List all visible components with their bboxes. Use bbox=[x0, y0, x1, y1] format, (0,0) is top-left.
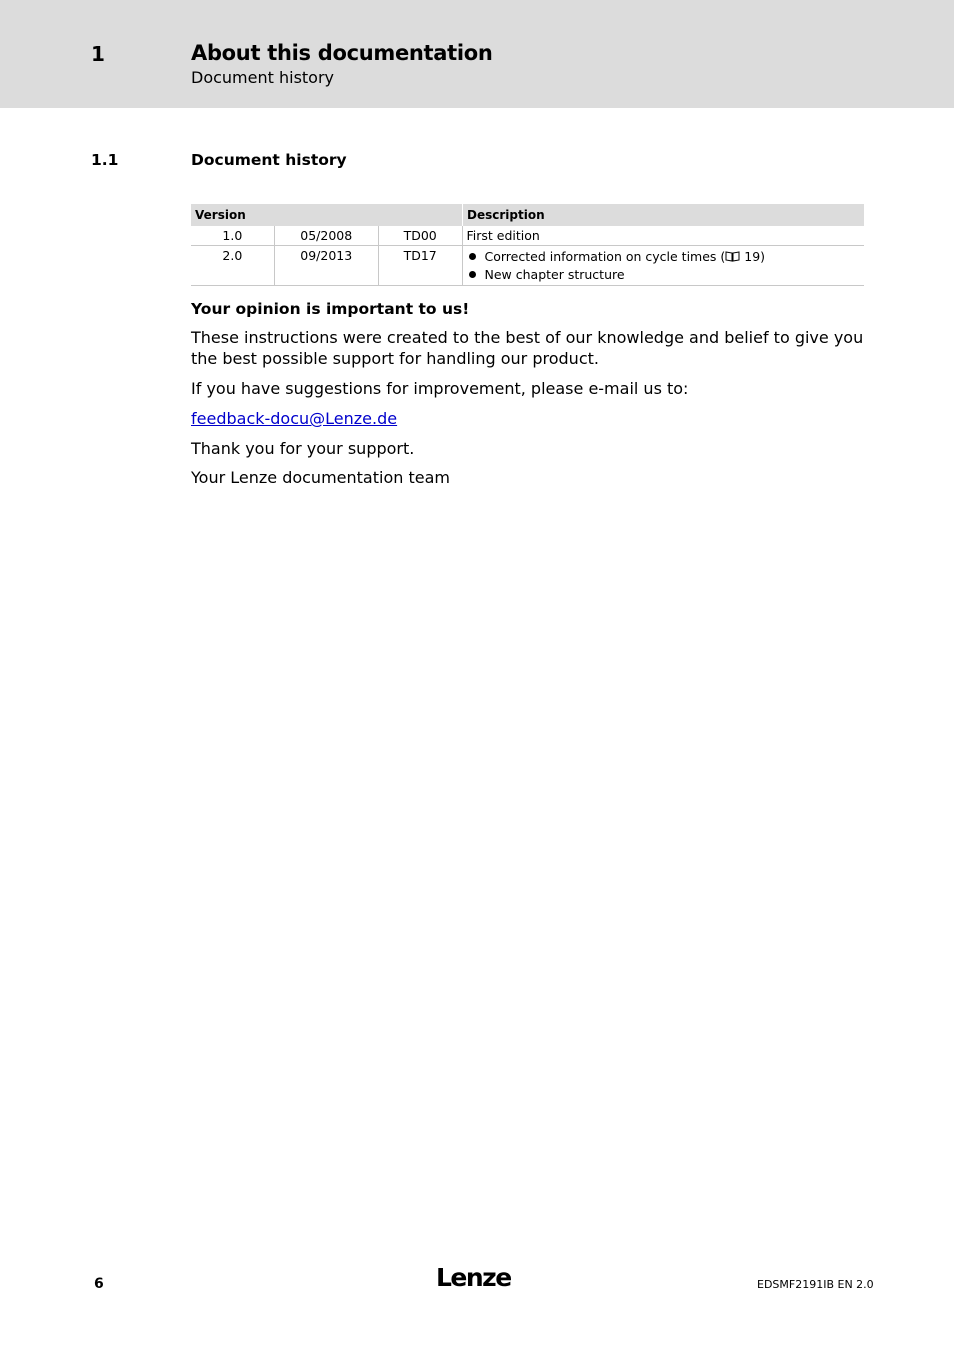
page-number: 6 bbox=[94, 1276, 104, 1292]
description-header: Description bbox=[463, 204, 864, 226]
feedback-heading: Your opinion is important to us! bbox=[191, 300, 470, 318]
bullet-icon bbox=[469, 253, 476, 260]
section-title: Document history bbox=[191, 151, 347, 169]
book-icon bbox=[725, 249, 740, 266]
document-code: EDSMF2191IB EN 2.0 bbox=[757, 1278, 874, 1291]
code-cell: TD17 bbox=[378, 246, 462, 286]
signature-text: Your Lenze documentation team bbox=[191, 468, 450, 487]
table-header-row bbox=[191, 204, 864, 226]
chapter-subtitle: Document history bbox=[191, 68, 335, 87]
lenze-logo: Lenze bbox=[436, 1263, 511, 1292]
change-text: Corrected information on cycle times ( bbox=[484, 249, 726, 264]
change-list bbox=[467, 248, 861, 283]
chapter-number: 1 bbox=[91, 42, 105, 66]
table-row bbox=[191, 226, 864, 246]
document-history-table bbox=[191, 204, 864, 286]
bullet-icon bbox=[469, 271, 476, 278]
version-header: Version bbox=[191, 204, 462, 226]
table-row bbox=[191, 246, 864, 286]
code-cell: TD00 bbox=[378, 226, 462, 246]
version-cell: 1.0 bbox=[191, 226, 274, 246]
version-cell: 2.0 bbox=[191, 246, 274, 286]
description-cell: First edition bbox=[462, 226, 864, 246]
description-cell bbox=[462, 246, 864, 286]
page-ref[interactable]: 19) bbox=[744, 249, 766, 264]
list-item bbox=[467, 248, 861, 266]
email-line bbox=[191, 408, 864, 429]
section-number: 1.1 bbox=[91, 151, 119, 169]
thanks-text: Thank you for your support. bbox=[191, 439, 415, 458]
date-cell: 09/2013 bbox=[274, 246, 378, 286]
feedback-paragraph: These instructions were created to the best of our knowledge and belief to give you the best possible support for handling our product. bbox=[191, 328, 864, 368]
chapter-title: About this documentation bbox=[191, 41, 493, 65]
suggestion-paragraph: If you have suggestions for improvement, please e-mail us to: bbox=[191, 379, 689, 398]
list-item bbox=[467, 266, 861, 283]
email-link[interactable]: feedback-docu@Lenze.de bbox=[191, 409, 398, 428]
change-text: New chapter structure bbox=[484, 267, 625, 282]
date-cell: 05/2008 bbox=[274, 226, 378, 246]
